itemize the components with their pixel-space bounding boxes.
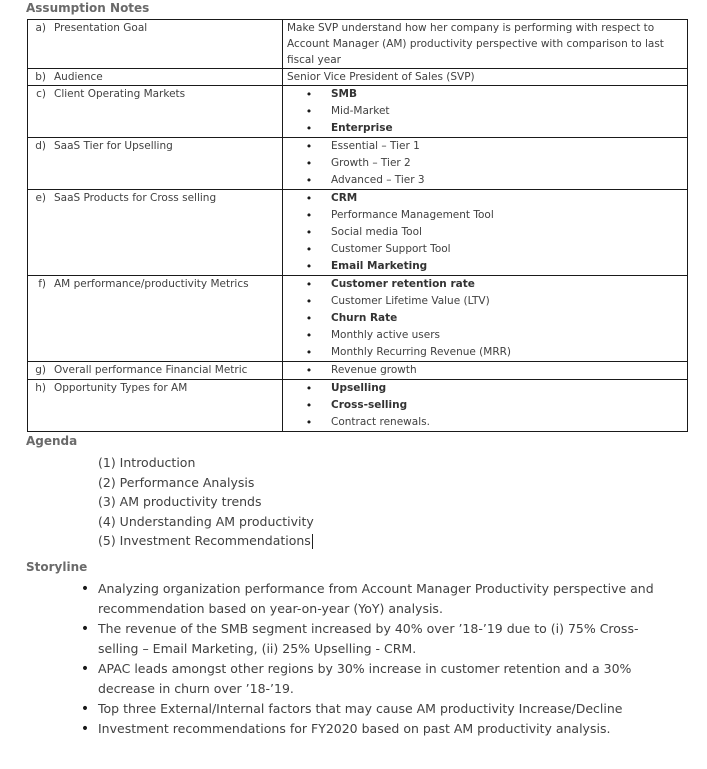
assumption-label-cell <box>28 20 283 69</box>
bullet-text: Customer Support Tool <box>331 243 451 255</box>
bullet-icon: • <box>305 416 313 429</box>
bullet-icon: • <box>305 105 313 118</box>
assumption-bullet-list <box>283 380 687 431</box>
assumption-bullet-item <box>283 138 687 155</box>
assumption-bullet-item <box>283 258 687 275</box>
assumption-label-cell <box>28 138 283 190</box>
assumption-row <box>28 20 688 69</box>
storyline-item-text: APAC leads amongst other regions by 30% increase in customer retention and a 30% decrease in churn over ’18-’19. <box>98 661 632 696</box>
assumption-letter: d) <box>35 140 46 152</box>
assumption-value-cell <box>283 69 688 86</box>
bullet-icon: • <box>305 88 313 101</box>
assumption-value-cell <box>283 20 688 69</box>
bullet-text: Revenue growth <box>331 364 417 376</box>
bullet-icon: • <box>80 721 90 737</box>
storyline-item <box>72 699 672 719</box>
bullet-text: Monthly active users <box>331 329 441 341</box>
agenda-list <box>98 453 314 551</box>
assumption-label-cell <box>28 69 283 86</box>
bullet-text: Contract renewals. <box>331 416 430 428</box>
storyline-list <box>72 579 672 739</box>
bullet-icon: • <box>305 122 313 135</box>
assumption-letter: e) <box>35 192 46 204</box>
bullet-text: Advanced – Tier 3 <box>331 174 425 186</box>
bullet-text: SMB <box>331 88 358 100</box>
assumption-bullet-item <box>283 241 687 258</box>
assumption-row <box>28 190 688 276</box>
agenda-item <box>98 492 314 512</box>
assumption-label-cell <box>28 276 283 362</box>
agenda-item-text: (1) Introduction <box>98 455 196 470</box>
assumption-letter: h) <box>35 382 46 394</box>
storyline-item-text: Top three External/Internal factors that may cause AM productivity Increase/Decline <box>98 701 623 716</box>
agenda-item <box>98 531 314 551</box>
assumption-bullet-list <box>283 190 687 275</box>
storyline-item <box>72 579 672 619</box>
bullet-text: Growth – Tier 2 <box>331 157 411 169</box>
assumption-bullet-item <box>283 380 687 397</box>
agenda-item-text: (5) Investment Recommendations <box>98 533 311 548</box>
bullet-text: Churn Rate <box>331 312 398 324</box>
bullet-icon: • <box>305 226 313 239</box>
agenda-item-text: (2) Performance Analysis <box>98 474 255 490</box>
bullet-icon: • <box>305 140 313 153</box>
agenda-title: Agenda <box>26 434 78 448</box>
assumption-notes-title: Assumption Notes <box>26 1 150 15</box>
assumption-bullet-item <box>283 190 687 207</box>
assumption-bullet-item <box>283 103 687 120</box>
assumption-value: Make SVP understand how her company is performing with respect to Account Manager (AM) productivity perspective with comparison to last fiscal year <box>287 22 664 66</box>
bullet-icon: • <box>80 661 90 677</box>
bullet-text: Cross-selling <box>331 399 408 411</box>
assumption-notes-table <box>27 19 688 432</box>
storyline-item-text: The revenue of the SMB segment increased by 40% over ’18-’19 due to (i) 75% Cross-selling – Email Marketing, (ii) 25% Upselling - CRM. <box>98 621 639 656</box>
assumption-bullet-item <box>283 310 687 327</box>
storyline-item-text: Analyzing organization performance from Account Manager Productivity perspective and recommendation based on year-on-year (YoY) analysis. <box>98 581 654 616</box>
assumption-bullet-item <box>283 276 687 293</box>
assumption-bullet-list <box>283 86 687 137</box>
assumption-bullet-item <box>283 362 687 379</box>
storyline-item <box>72 659 672 699</box>
assumption-label: Overall performance Financial Metric <box>54 364 248 376</box>
bullet-icon: • <box>305 382 313 395</box>
assumption-label-cell <box>28 190 283 276</box>
assumption-bullet-item <box>283 327 687 344</box>
assumption-value: Senior Vice President of Sales (SVP) <box>287 71 475 83</box>
bullet-icon: • <box>305 295 313 308</box>
bullet-text: CRM <box>331 192 358 204</box>
assumption-bullet-list <box>283 276 687 361</box>
assumption-letter: g) <box>35 364 46 376</box>
bullet-icon: • <box>305 364 313 377</box>
assumption-label: Client Operating Markets <box>54 88 186 100</box>
bullet-text: Social media Tool <box>331 226 422 238</box>
agenda-item <box>98 512 314 532</box>
assumption-bullet-item <box>283 155 687 172</box>
bullet-icon: • <box>305 157 313 170</box>
storyline-item <box>72 719 672 739</box>
agenda-item-text: (4) Understanding AM productivity <box>98 513 314 529</box>
assumption-bullet-item <box>283 414 687 431</box>
bullet-icon: • <box>305 329 313 342</box>
assumption-value-cell <box>283 138 688 190</box>
bullet-icon: • <box>80 581 90 597</box>
bullet-text: Customer retention rate <box>331 278 475 290</box>
bullet-text: Mid-Market <box>331 105 390 117</box>
bullet-text: Upselling <box>331 382 387 394</box>
bullet-icon: • <box>305 174 313 187</box>
storyline-item <box>72 619 672 659</box>
storyline-item-text: Investment recommendations for FY2020 based on past AM productivity analysis. <box>98 721 611 736</box>
assumption-letter: b) <box>35 71 46 83</box>
bullet-icon: • <box>305 260 313 273</box>
assumption-value-cell <box>283 190 688 276</box>
assumption-value-cell <box>283 276 688 362</box>
bullet-text: Email Marketing <box>331 260 428 272</box>
assumption-row <box>28 86 688 138</box>
assumption-value-cell <box>283 362 688 380</box>
bullet-icon: • <box>305 312 313 325</box>
bullet-text: Enterprise <box>331 122 393 134</box>
bullet-icon: • <box>80 621 90 637</box>
agenda-item-text: (3) AM productivity trends <box>98 494 262 509</box>
assumption-bullet-item <box>283 293 687 310</box>
assumption-letter: f) <box>38 278 46 290</box>
bullet-icon: • <box>305 243 313 256</box>
assumption-label: Audience <box>54 71 103 83</box>
assumption-bullet-item <box>283 172 687 189</box>
assumption-label-cell <box>28 380 283 432</box>
bullet-text: Performance Management Tool <box>331 209 494 221</box>
assumption-label: SaaS Products for Cross selling <box>54 192 217 204</box>
assumption-bullet-item <box>283 344 687 361</box>
agenda-item <box>98 473 314 493</box>
assumption-label: SaaS Tier for Upselling <box>54 140 173 152</box>
assumption-row <box>28 69 688 86</box>
assumption-value-cell <box>283 380 688 432</box>
assumption-label: AM performance/productivity Metrics <box>54 278 249 290</box>
bullet-icon: • <box>305 192 313 205</box>
assumption-row <box>28 362 688 380</box>
assumption-bullet-item <box>283 397 687 414</box>
assumption-value-cell <box>283 86 688 138</box>
assumption-letter: c) <box>36 88 46 100</box>
assumption-bullet-list <box>283 138 687 189</box>
bullet-text: Customer Lifetime Value (LTV) <box>331 295 490 307</box>
assumption-row <box>28 380 688 432</box>
agenda-item <box>98 453 314 473</box>
assumption-bullet-item <box>283 120 687 137</box>
bullet-icon: • <box>305 209 313 222</box>
bullet-icon: • <box>305 399 313 412</box>
text-cursor <box>312 534 313 549</box>
assumption-bullet-item <box>283 224 687 241</box>
assumption-label-cell <box>28 362 283 380</box>
assumption-row <box>28 276 688 362</box>
bullet-icon: • <box>305 346 313 359</box>
bullet-icon: • <box>305 278 313 291</box>
assumption-bullet-item <box>283 207 687 224</box>
bullet-text: Essential – Tier 1 <box>331 140 420 152</box>
assumption-bullet-list <box>283 362 687 379</box>
assumption-row <box>28 138 688 190</box>
assumption-label: Opportunity Types for AM <box>54 382 188 394</box>
bullet-icon: • <box>80 701 90 717</box>
assumption-letter: a) <box>35 22 46 34</box>
assumption-bullet-item <box>283 86 687 103</box>
assumption-label-cell <box>28 86 283 138</box>
bullet-text: Monthly Recurring Revenue (MRR) <box>331 346 512 358</box>
assumption-label: Presentation Goal <box>54 22 148 34</box>
storyline-title: Storyline <box>26 560 88 574</box>
